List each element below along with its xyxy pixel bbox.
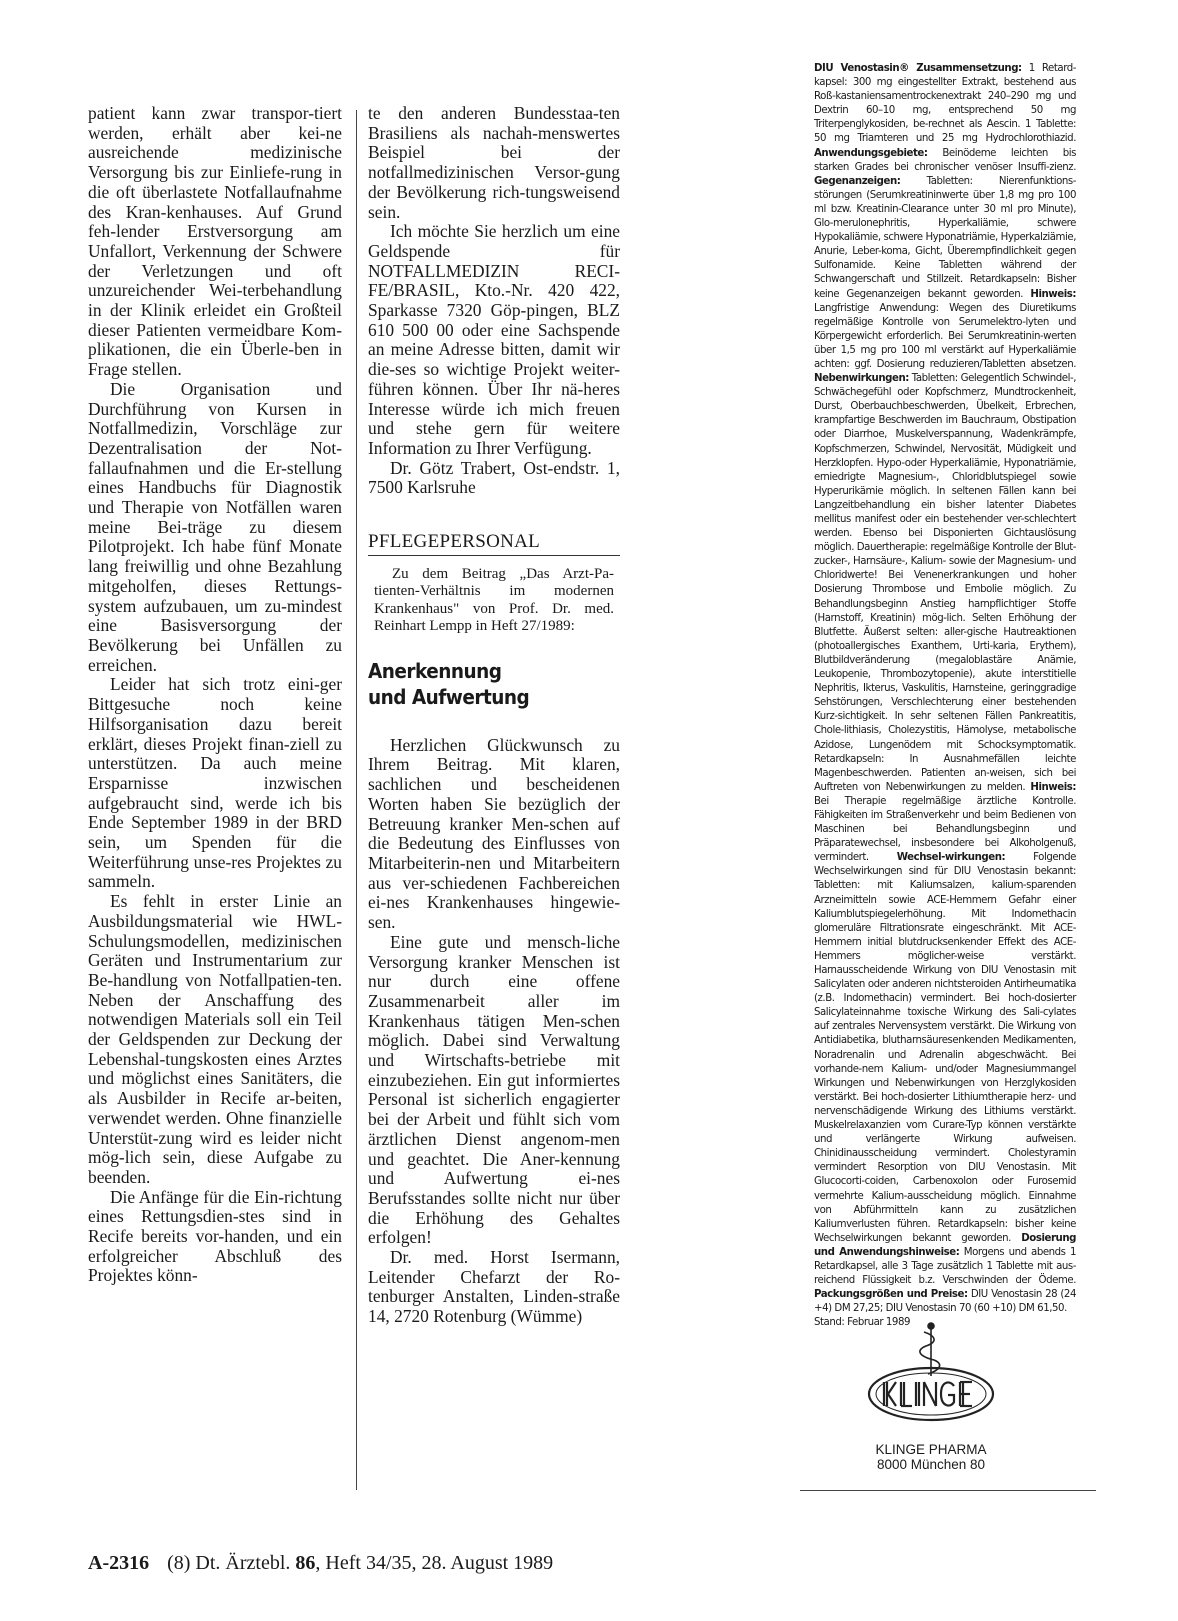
company-city: 8000 München 80 bbox=[876, 1457, 986, 1472]
label-contraindications: Gegenanzeigen: bbox=[814, 175, 901, 187]
text-side-effects: Tabletten: Gelegentlich Schwindel-, Schwächegefühl oder Kopfschmerz, Mundtrockenheit, Durst, Oberbauchbeschwerden, Übelkeit, Erbrechen, krampfartige Beschwerden im Bauchraum, Obstipation oder Diarrhoe, Muskelverspannung, Wadenkrämpfe, Kopfschmerzen, Schwindel, Nervosität, Müdigkeit und Herzklopfen. Hypo-oder Hyperkaliämie, Hyponatriämie, erniedrigte Magnesium-, Chloridblutspiegel sowie Hyperurikämie möglich. In seltenen Fällen kann bei Langzeitbehandlung ein bisher latenter Diabetes mellitus manifest oder ein bestehender ver-schlechtert werden. Ebenso bei Disponierten Gichtauslösung möglich. Dauertherapie: regelmäßige Kontrolle der Blut-zucker-, Harnsäure-, Kalium- sowie der Magnesium- und Chloridwerte! Bei Venenerkrankungen und hoher Dosierung Thrombose und Embolie möglich. Zu Behandlungsbeginn Anstieg harnpflichtiger Stoffe (Harnstoff, Kreatinin) mög-lich. Selten Erhöhung der Blutfette. Äußerst selten: aller-gische Hautreaktionen (photoallergisches Exanthem, Urti-karia, Erythem), Blutbildveränderung (megaloblastäre Anämie, Leukopenie, Thrombozytopenie), akute interstitielle Nephritis, Ikterus, Vaskulitis, Harnsteine, geringgradige Sehstörungen, Verschlechterung einer bestehenden Kurz-sichtigkeit. In sehr seltenen Fällen Pankreatitis, Chole-lithiasis, Cholezystitis, Hämolyse, metabolische Azidose, Lungenödem mit Schocksymptomatik. Retardkapseln: In Ausnahmefällen leichte Magenbeschwerden. Patienten an-weisen, sich bei Auftreten von Nebenwirkungen zu melden. bbox=[814, 373, 1076, 793]
label-interactions: Wechsel-wirkungen: bbox=[896, 852, 1006, 864]
article-title-line-2: und Aufwertung bbox=[368, 684, 530, 709]
left-column bbox=[88, 104, 342, 1286]
citation-volume: 86 bbox=[295, 1552, 316, 1574]
text-note-1: Langfristige Anwendung: Wegen des Diuretikums regelmäßige Kontrolle von Serumelektro-lyten und Körpergewicht erforderlich. Bei Serumkreatinin-werten über 1,5 mg pro 100 ml verstärkt auf Hyperkaliämie achten: ggf. Dosierung reduzieren/Tabletten absetzen. bbox=[814, 302, 1076, 370]
letter-signature-2: Dr. med. Horst Isermann, Leitender Chefarzt der Ro-tenburger Anstalten, Linden-straße 14, 2720 Rotenburg (Wümme) bbox=[368, 1247, 620, 1327]
label-note-1: Hinweis: bbox=[1030, 288, 1076, 300]
text-packages: DIU Venostasin 28 (24 +4) DM 27,25; DIU Venostasin 70 (60 +10) DM 61,50. bbox=[814, 1289, 1076, 1315]
label-composition: DIU Venostasin® Zusammensetzung: bbox=[814, 63, 1022, 74]
article-title-line-1: Anerkennung bbox=[368, 658, 502, 683]
text-composition: 1 Retard-kapsel: 300 mg eingestellter Extrakt, bestehend aus Roß-kastaniensamentrockenextrakt 240–290 mg und Dextrin 60–10 mg, entsprechend 50 mg Triterpenglykosiden, be-rechnet als Aescin. 1 Tablette: 50 mg Triamteren und 25 mg Hydrochlorothiazid. bbox=[814, 63, 1076, 145]
page-footer bbox=[88, 1552, 553, 1575]
middle-column bbox=[368, 104, 620, 1327]
drug-information-panel bbox=[814, 62, 1076, 1330]
ad-bottom-rule bbox=[800, 1490, 1096, 1491]
klinge-logo bbox=[856, 1318, 1006, 1438]
text-indications: Beinödeme leichten bis starken Grades bei chronischer venöser Insuffi-zienz. bbox=[814, 147, 1076, 173]
company-name: KLINGE PHARMA bbox=[875, 1442, 987, 1457]
label-dosage: Dosierung und Anwendungshinweise: bbox=[814, 1232, 1076, 1258]
text-status-date: Stand: Februar 1989 bbox=[814, 1317, 911, 1329]
text-interactions: Folgende Wechselwirkungen sind für DIU Venostasin bekannt: Tabletten: mit Kaliumsalzen, kalium-sparenden Arzneimitteln sowie ACE-Hemmern Gefahr einer Kaliumblutspiegelerhöhung. Mit Indomethacin glomeruläre Filtrationsrate eingeschränkt. Mit ACE-Hemmern initial blutdrucksenkender Effekt des ACE-Hemmers möglicher-weise verstärkt. Harnausscheidende Wirkung von DIU Venostasin mit Salicylaten oder anderen nichtsteroiden Antirheumatika (z.B. Indomethacin) vermindert. Bei hoch-dosierter Salicylateinnahme toxische Wirkung des Sali-cylates auf zentrales Nervensystem verstärkt. Die Wirkung von Antidiabetika, blutharnsäuresenkenden Medikamenten, Noradrenalin und Adrenalin abgeschwächt. Bei vorhande-nem Kalium- und/oder Magnesiummangel Wirkungen und Nebenwirkungen von Herzglykosiden verstärkt. Bei hoch-dosierter Lithiumtherapie herz- und nervenschädigende Wirkung des Lithiums verstärkt. Muskelrelaxanzien vom Curare-Typ können verstärkte und verlängerte Wirkung aufweisen. Chinidinausscheidung vermindert. Cholestyramin vermindert Resorption von DIU Venostasin. Mit Glucocorti-coiden, Carbenoxolon oder Furosemid vermehrte Kalium-ausscheidung möglich. Einnahme von Abführmitteln kann zu zusätzlichen Kaliumverlusten führen. Retardkapseln: bisher keine Wechselwirkungen bekannt geworden. bbox=[814, 852, 1076, 1244]
middle-paragraph-1: te den anderen Bundesstaa-ten Brasiliens als nachah-menswertes Beispiel bei der notfallmedizinischen Versor-gung der Bevölkerung rich-tungsweisend sein. bbox=[368, 103, 620, 222]
label-packages: Packungsgrößen und Preise: bbox=[814, 1289, 968, 1301]
column-divider bbox=[356, 110, 357, 1490]
left-paragraph-5: Die Anfänge für die Ein-richtung eines Rettungsdien-stes sind in Recife bereits vor-handen, und ein erfolgreicher Abschluß des Projektes könn- bbox=[88, 1186, 342, 1286]
klinge-wordmark bbox=[884, 1382, 972, 1406]
text-contraindications: Tabletten: Nierenfunktions-störungen (Serumkreatininwerte über 1,8 mg pro 100 ml bzw. Kreatinin-Clearance unter 30 ml pro Minute), Glo-merulonephritis, Hyperkaliämie, schwere Hypokaliämie, schwere Hyponatriämie, Hyperkalziämie, Anurie, Leber-koma, Gicht, Überempfindlichkeit gegen Sulfonamide. Keine Tabletten während der Schwangerschaft und Stillzeit. Retardkapseln: Bisher keine Gegenanzeigen bekannt geworden. bbox=[814, 175, 1076, 300]
letter-signature: Dr. Götz Trabert, Ost-endstr. 1, 7500 Karlsruhe bbox=[368, 457, 620, 498]
page-code: A-2316 bbox=[88, 1552, 150, 1574]
left-paragraph-1: patient kann zwar transpor-tiert werden, erhält aber kei-ne ausreichende medizinische Versorgung bis zur Einliefe-rung in die oft überlastete Notfallaufnahme des Kran-kenhauses. Auf Grund feh-lender Erstversorgung am Unfallort, Verkennung der Schwere der Verletzungen und oft unzureichender Wei-terbehandlung in der Klinik erleidet ein Großteil dieser Patienten vermeidbare Kom-plikationen, die ein Überle-ben in Frage stellen. bbox=[88, 103, 342, 380]
middle-paragraph-3: Herzlichen Glückwunsch zu Ihrem Beitrag. Mit klaren, sachlichen und bescheidenen Worten haben Sie bezüglich der Betreuung kranker Men-schen auf die Bedeutung des Einflusses von Mitarbeiterin-nen und Mitarbeitern aus ver-schiedenen Fachbereichen ei-nes Krankenhauses hingewie-sen. bbox=[368, 734, 620, 933]
left-paragraph-4: Es fehlt in erster Linie an Ausbildungsmaterial wie HWL-Schulungsmodellen, medizinischen Geräten und Instrumentarium zur Be-handlung von Notfallpatien-ten. Neben der Anschaffung des notwendigen Materials soll ein Teil der Geldspenden zur Deckung der Lebenshal-tungskosten eines Arztes und möglichst eines Sanitäters, die als Ausbilder in Recife ar-beiten, verwendet werden. Ohne finanzielle Unterstüt-zung wird es leider nicht mög-lich sein, diese Aufgabe zu beenden. bbox=[88, 891, 342, 1187]
label-side-effects: Nebenwirkungen: bbox=[814, 373, 909, 385]
middle-paragraph-2: Ich möchte Sie herzlich um eine Geldspende für NOTFALLMEDIZIN RECI-FE/BRASIL, Kto.-Nr. 420 422, Sparkasse 7320 Göp-pingen, BLZ 610 500 00 oder eine Sachspende an meine Adresse bitten, damit wir die-ses so wichtige Projekt weiter-führen können. Über Ihr nä-heres Interesse würde ich mich freuen und stehe gern für weitere Information zu Ihrer Verfügung. bbox=[368, 221, 620, 458]
company-address bbox=[836, 1442, 1026, 1472]
article-title bbox=[368, 658, 620, 710]
label-note-2: Hinweis: bbox=[1030, 781, 1076, 793]
middle-paragraph-4: Eine gute und mensch-liche Versorgung kranker Menschen ist nur durch eine offene Zusammenarbeit aller im Krankenhaus tätigen Men-schen möglich. Dabei sind Verwaltung und Wirtschafts-betriebe mit einzubeziehen. Ein gut informiertes Personal ist sicherlich engagierter bei der Arbeit und fühlt sich vom ärztlichen Dienst angenom-men und geachtet. Die Aner-kennung und Aufwertung ei-nes Berufsstandes sollte nicht nur über die Erhöhung des Gehaltes erfolgen! bbox=[368, 931, 620, 1248]
citation-suffix: , Heft 34/35, 28. August 1989 bbox=[315, 1552, 554, 1574]
left-paragraph-2: Die Organisation und Durchführung von Kursen in Notfallmedizin, Vorschläge zur Dezentralisation der Not-fallaufnahmen und die Er-stellung eines Handbuchs für Diagnostik und Therapie von Notfällen waren meine Bei-träge zu diesem Pilotprojekt. Ich habe fünf Monate lang freiwillig und ohne Bezahlung mitgeholfen, dieses Rettungs-system aufzubauen, um zu-mindest eine Basisversorgung der Bevölkerung bei Unfällen zu erreichen. bbox=[88, 378, 342, 675]
left-paragraph-3: Leider hat sich trotz eini-ger Bittgesuche noch keine Hilfsorganisation dazu bereit erklärt, dieses Projekt finan-ziell zu unterstützen. Da auch meine Ersparnisse inzwischen aufgebraucht sind, werde ich bis Ende September 1989 in der BRD sein, um Spenden für die Weiterführung unse-res Projektes zu sammeln. bbox=[88, 674, 342, 892]
label-indications: Anwendungsgebiete: bbox=[814, 147, 928, 159]
citation-prefix: (8) Dt. Ärztebl. bbox=[167, 1552, 296, 1574]
text-dosage: Morgens und abends 1 Retardkapsel, alle 3 Tage zusätzlich 1 Tablette mit aus-reichend Flüssigkeit b.z. Verschwinden der Ödeme. bbox=[814, 1246, 1076, 1287]
text-note-2: Bei Therapie regelmäßige ärztliche Kontrolle. Fähigkeiten im Straßenverkehr und beim Bedienen von Maschinen bei Behandlungsbeginn und Präparatewechsel, insbesondere bei Alkoholgenuß, vermindert. bbox=[814, 795, 1076, 864]
section-heading: PFLEGEPERSONAL bbox=[368, 532, 620, 556]
article-reference-intro: Zu dem Beitrag „Das Arzt-Pa-tienten-Verhältnis im modernen Krankenhaus" von Prof. Dr. med. Reinhart Lempp in Heft 27/1989: bbox=[374, 565, 614, 635]
